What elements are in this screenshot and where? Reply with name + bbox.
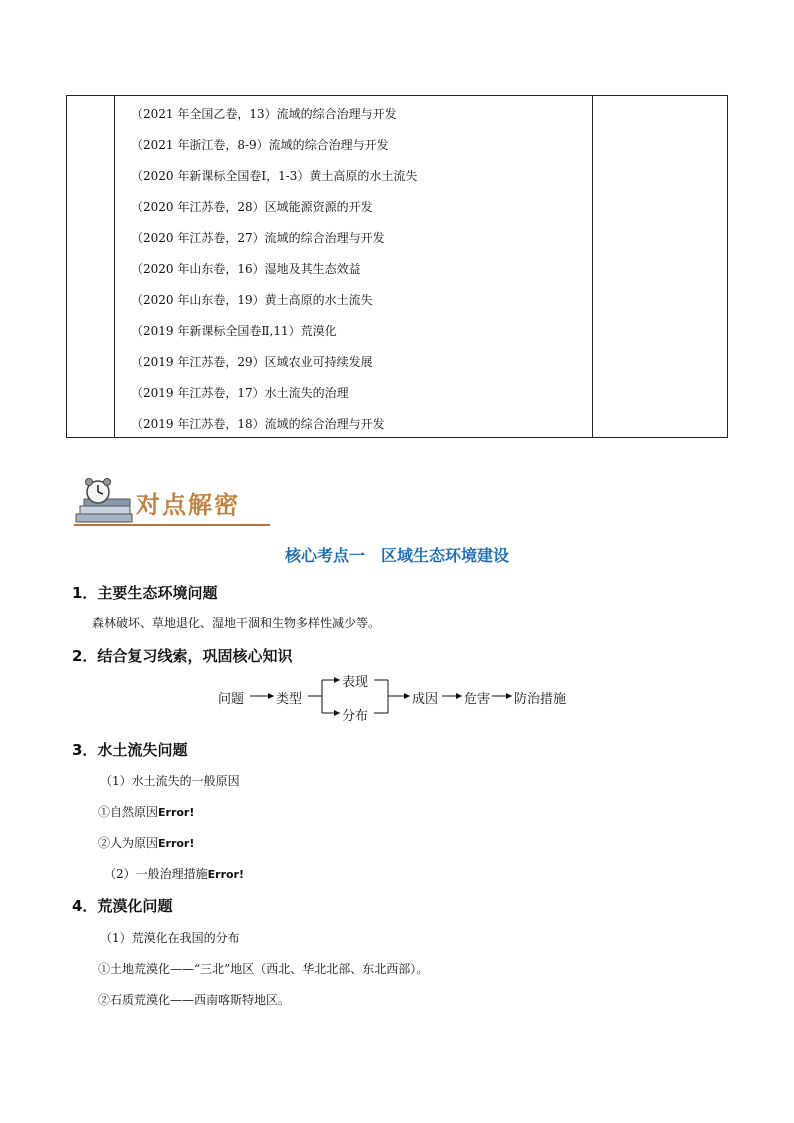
error-text: Error! <box>158 806 195 819</box>
flow-node-harm: 危害 <box>464 692 491 707</box>
flow-node-manifestation: 表现 <box>342 675 369 690</box>
table-column-divider <box>592 96 593 437</box>
table-row: （2020 年江苏卷，27）流域的综合治理与开发 <box>131 231 385 245</box>
line-text: ②人为原因 <box>98 836 159 850</box>
line-text: ①自然原因 <box>98 805 159 819</box>
section-4-line-3: ②石质荒漠化——西南喀斯特地区。 <box>98 993 291 1007</box>
alarm-clock-books-icon <box>74 478 136 524</box>
flow-node-measures: 防治措施 <box>514 692 567 707</box>
knowledge-flow-diagram <box>210 670 590 726</box>
section-2-heading: 2．结合复习线索，巩固核心知识 <box>72 647 293 665</box>
section-3-line-4 <box>104 865 244 882</box>
table-row: （2020 年新课标全国卷Ⅰ，1-3）黄土高原的水土流失 <box>131 169 418 183</box>
section-1-text: 森林破坏、草地退化、湿地干涸和生物多样性减少等。 <box>92 616 381 630</box>
table-column-divider <box>114 96 115 437</box>
table-row: （2021 年浙江卷，8-9）流域的综合治理与开发 <box>131 138 389 152</box>
table-row: （2020 年山东卷，19）黄土高原的水土流失 <box>131 293 373 307</box>
table-row: （2019 年新课标全国卷Ⅱ,11）荒漠化 <box>131 324 337 338</box>
section-banner <box>74 478 270 526</box>
table-row: （2019 年江苏卷，17）水土流失的治理 <box>131 386 349 400</box>
section-3-line-2 <box>98 803 194 820</box>
table-row: （2019 年江苏卷，18）流域的综合治理与开发 <box>131 417 385 431</box>
table-rows <box>131 106 417 447</box>
banner-underline <box>74 524 270 526</box>
banner-title: 对点解密 <box>136 491 240 519</box>
flow-node-type: 类型 <box>276 692 303 707</box>
flow-node-problem: 问题 <box>218 692 245 707</box>
table-row: （2020 年山东卷，16）湿地及其生态效益 <box>131 262 361 276</box>
section-4-line-2: ①土地荒漠化——“三北”地区（西北、华北北部、东北西部）。 <box>98 962 429 976</box>
error-text: Error! <box>207 868 245 881</box>
section-3-line-3 <box>98 834 194 851</box>
line-text: （2）一般治理措施 <box>104 867 208 881</box>
table-row: （2019 年江苏卷，29）区域农业可持续发展 <box>131 355 373 369</box>
exam-reference-table <box>66 95 728 438</box>
section-3-heading: 3．水土流失问题 <box>72 741 188 759</box>
section-4-line-1: （1）荒漠化在我国的分布 <box>100 931 240 945</box>
table-row: （2021 年全国乙卷，13）流域的综合治理与开发 <box>131 107 397 121</box>
section-3-line-1: （1）水土流失的一般原因 <box>100 774 240 788</box>
section-4-heading: 4．荒漠化问题 <box>72 897 173 915</box>
flow-node-cause: 成因 <box>412 692 439 707</box>
section-1-heading: 1．主要生态环境问题 <box>72 584 218 602</box>
core-point-title: 核心考点一 区域生态环境建设 <box>284 546 509 565</box>
flow-node-distribution: 分布 <box>342 709 369 724</box>
table-row: （2020 年江苏卷，28）区域能源资源的开发 <box>131 200 373 214</box>
error-text: Error! <box>158 837 195 850</box>
